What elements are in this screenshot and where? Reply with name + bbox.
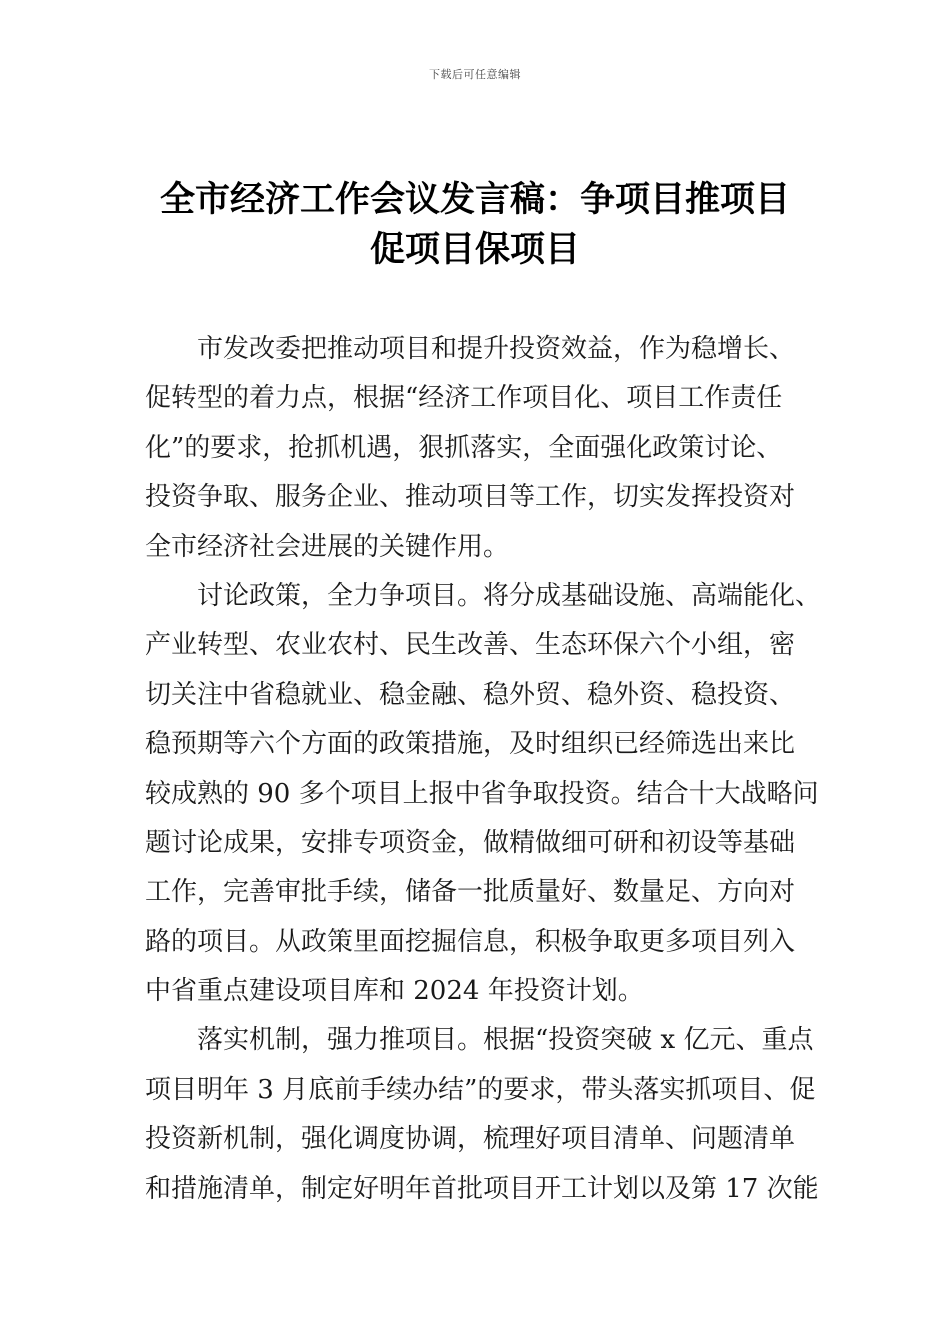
- paragraph-line: 市发改委把推动项目和提升投资效益，作为稳增长、: [197, 334, 796, 364]
- document-body: [145, 325, 822, 1214]
- paragraph-3: [145, 1016, 819, 1214]
- paragraph-line: 和措施清单，制定好明年首批项目开工计划以及第 17 次能: [145, 1173, 819, 1204]
- paragraph-line: 落实机制，强力推项目。根据“投资突破 x 亿元、重点: [197, 1025, 814, 1056]
- paragraph-line: 较成熟的 90 多个项目上报中省争取投资。结合十大战略问: [145, 778, 819, 809]
- document-title: [120, 175, 830, 275]
- paragraph-line: 题讨论成果，安排专项资金，做精做细可研和初设等基础: [145, 827, 796, 858]
- paragraph-2: [145, 572, 822, 1017]
- paragraph-line: 切关注中省稳就业、稳金融、稳外贸、稳外资、稳投资、: [145, 679, 796, 710]
- header-note: 下载后可任意编辑: [429, 68, 521, 81]
- paragraph-line: 全市经济社会进展的关键作用。: [145, 531, 510, 562]
- paragraph-line: 稳预期等六个方面的政策措施，及时组织已经筛选出来比: [145, 729, 796, 760]
- paragraph-line: 讨论政策，全力争项目。将分成基础设施、高端能化、: [197, 580, 822, 611]
- paragraph-line: 投资争取、服务企业、推动项目等工作，切实发挥投资对: [145, 482, 796, 513]
- paragraph-line: 项目明年 3 月底前手续办结”的要求，带头落实抓项目、促: [145, 1074, 816, 1105]
- paragraph-1: [145, 325, 810, 572]
- paragraph-line: 化”的要求，抢抓机遇，狠抓落实，全面强化政策讨论、: [145, 432, 783, 463]
- paragraph-line: 产业转型、农业农村、民生改善、生态环保六个小组，密: [145, 630, 796, 661]
- paragraph-line: 工作，完善审批手续，储备一批质量好、数量足、方向对: [145, 877, 796, 908]
- paragraph-line: 促转型的着力点，根据“经济工作项目化、项目工作责任: [145, 383, 783, 414]
- paragraph-line: 路的项目。从政策里面挖掘信息，积极争取更多项目列入: [145, 926, 796, 957]
- title-line-2: 促项目保项目: [369, 229, 580, 270]
- title-line-1: 全市经济工作会议发言稿：争项目推项目: [159, 179, 790, 220]
- paragraph-line: 投资新机制，强化调度协调，梳理好项目清单、问题清单: [145, 1124, 796, 1155]
- paragraph-line: 中省重点建设项目库和 2024 年投资计划。: [145, 976, 644, 1007]
